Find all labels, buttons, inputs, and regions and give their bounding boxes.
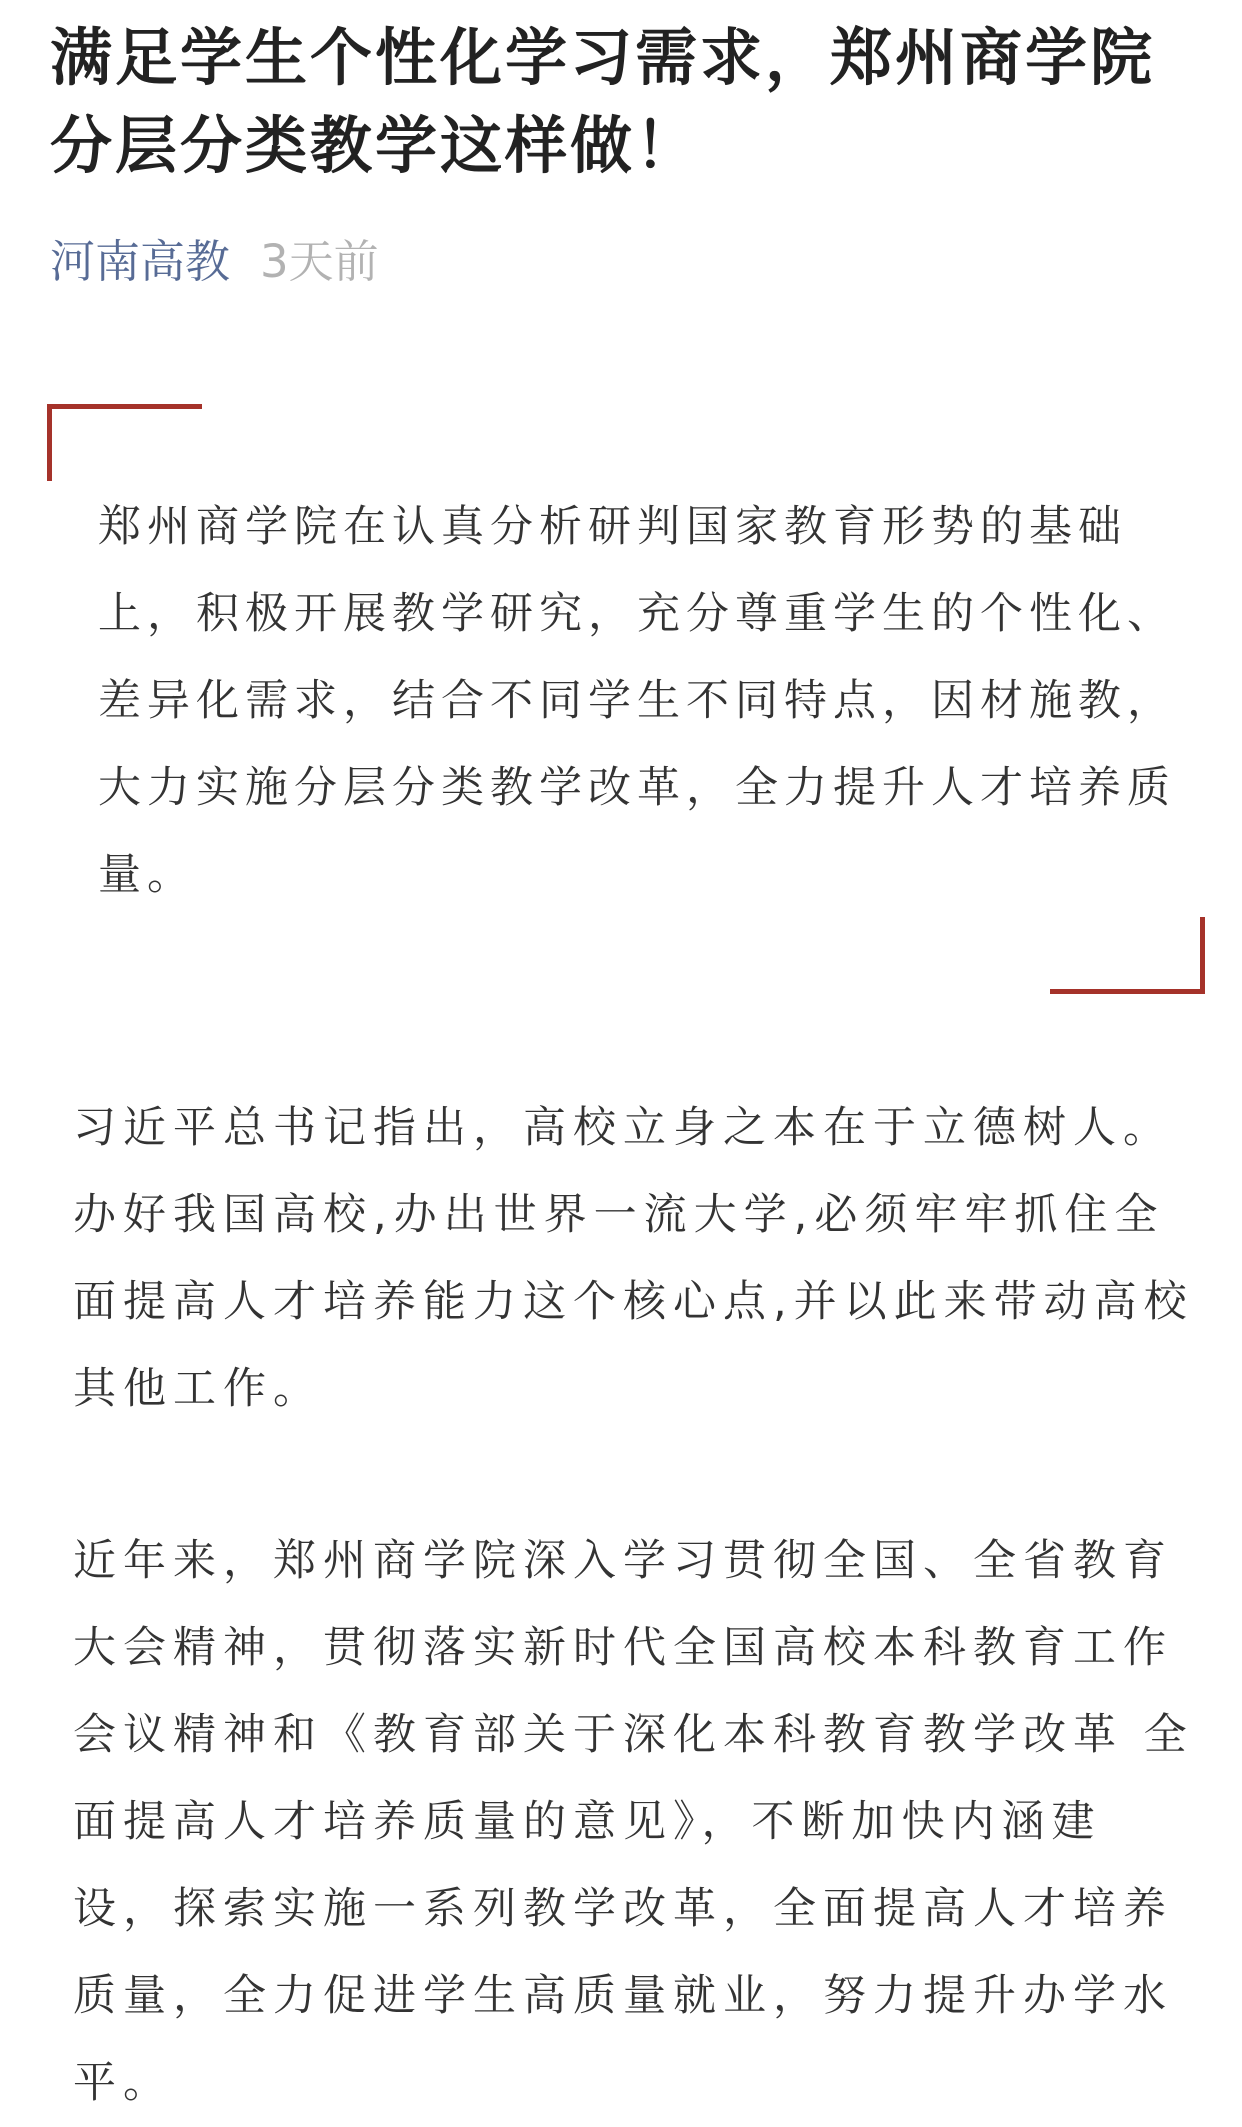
summary-quote-text: 郑州商学院在认真分析研判国家教育形势的基础上，积极开展教学研究，充分尊重学生的个性化、差异化需求，结合不同学生不同特点，因材施教，大力实施分层分类教学改革，全力提升人才培养质量。	[98, 502, 1176, 900]
article-title: 满足学生个性化学习需求，郑州商学院分层分类教学这样做！	[50, 21, 1156, 182]
body-paragraph-2: 近年来，郑州商学院深入学习贯彻全国、全省教育大会精神，贯彻落实新时代全国高校本科教育工作会议精神和《教育部关于深化本科教育教学改革 全面提高人才培养质量的意见》，不断加快内涵建设，探索实施一系列教学改革，全面提高人才培养质量，全力促进学生高质量就业，努力提升办学水平。	[73, 1536, 1194, 2108]
publish-time: 3天前	[260, 235, 379, 288]
summary-quote-block	[47, 404, 1205, 994]
quote-corner-bottom-right	[1050, 917, 1205, 994]
source-account-link[interactable]: 河南高教	[50, 235, 231, 288]
quote-corner-top-left	[47, 404, 202, 481]
article-meta	[50, 232, 379, 292]
body-paragraph-1: 习近平总书记指出，高校立身之本在于立德树人。办好我国高校,办出世界一流大学,必须牢牢抓住全面提高人才培养能力这个核心点,并以此来带动高校其他工作。	[73, 1103, 1194, 1414]
